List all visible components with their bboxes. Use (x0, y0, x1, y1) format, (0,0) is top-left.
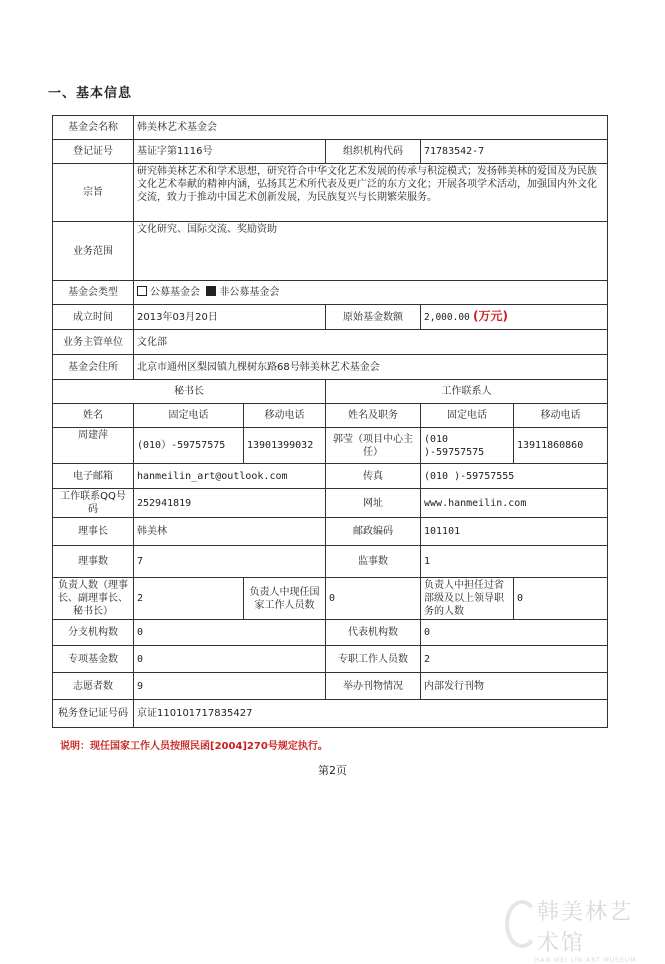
col-mobile2: 移动电话 (514, 404, 608, 428)
watermark-subtitle: HAN MEI LIN ART MUSEUM (535, 957, 637, 964)
sec-phone: (010）-59757575 (134, 428, 244, 464)
logo-circle-icon (505, 900, 539, 948)
addr-label: 基金会住所 (53, 355, 134, 380)
email-value: hanmeilin_art@outlook.com (134, 464, 326, 489)
supervisors-value: 1 (421, 546, 608, 578)
dept-value: 文化部 (134, 330, 608, 355)
branch-label: 分支机构数 (53, 620, 134, 646)
org-label: 组织机构代码 (326, 140, 421, 164)
gov-value: 0 (326, 578, 421, 620)
rep-label: 代表机构数 (326, 620, 421, 646)
fund-value: 2,000.00 (424, 312, 470, 323)
email-label: 电子邮箱 (53, 464, 134, 489)
supervisors-label: 监事数 (326, 546, 421, 578)
fund-cell (421, 305, 608, 330)
qq-label: 工作联系QQ号码 (53, 489, 134, 518)
type-options (134, 281, 608, 305)
date-label: 成立时间 (53, 305, 134, 330)
basic-info-table (52, 115, 608, 728)
branch-value: 0 (134, 620, 326, 646)
leaders-label: 负责人数（理事长、副理事长、秘书长） (53, 578, 134, 620)
rep-value: 0 (421, 620, 608, 646)
type-option-public: 公募基金会 (150, 287, 200, 298)
footnote: 说明：现任国家工作人员按照民函[2004]270号规定执行。 (60, 741, 328, 752)
date-value: 2013年03月20日 (134, 305, 326, 330)
name-value: 韩美林艺术基金会 (134, 116, 608, 140)
directors-label: 理事数 (53, 546, 134, 578)
org-value: 71783542-7 (421, 140, 608, 164)
volunteer-label: 志愿者数 (53, 673, 134, 700)
purpose-label: 宗旨 (53, 164, 134, 222)
dept-label: 业务主管单位 (53, 330, 134, 355)
con-name: 郭莹（项目中心主任） (326, 428, 421, 464)
tax-value: 京证110101717835427 (134, 700, 608, 728)
fax-label: 传真 (326, 464, 421, 489)
col-name: 姓名 (53, 404, 134, 428)
leaders-value: 2 (134, 578, 244, 620)
sec-name: 周建萍 (53, 428, 134, 464)
watermark-logo (505, 895, 655, 964)
reg-label: 登记证号 (53, 140, 134, 164)
tax-label: 税务登记证号码 (53, 700, 134, 728)
former-label: 负责人中担任过省部级及以上领导职务的人数 (421, 578, 514, 620)
col-phone: 固定电话 (134, 404, 244, 428)
zip-label: 邮政编码 (326, 518, 421, 546)
col-phone2: 固定电话 (421, 404, 514, 428)
fund-label: 原始基金数额 (326, 305, 421, 330)
chair-value: 韩美林 (134, 518, 326, 546)
pub-value: 内部发行刊物 (421, 673, 608, 700)
staff-label: 专职工作人员数 (326, 646, 421, 673)
fax-value: (010 )-59757555 (421, 464, 608, 489)
con-phone: (010 )-59757575 (421, 428, 514, 464)
web-value: www.hanmeilin.com (421, 489, 608, 518)
type-label: 基金会类型 (53, 281, 134, 305)
addr-value: 北京市通州区梨园镇九棵树东路68号韩美林艺术基金会 (134, 355, 608, 380)
fund-unit: (万元) (472, 309, 508, 323)
scope-value: 文化研究、国际交流、奖励资助 (134, 222, 608, 281)
qq-value: 252941819 (134, 489, 326, 518)
col-name-title: 姓名及职务 (326, 404, 421, 428)
con-mobile: 13911860860 (514, 428, 608, 464)
public-checkbox (137, 286, 147, 296)
chair-label: 理事长 (53, 518, 134, 546)
volunteer-value: 9 (134, 673, 326, 700)
gov-label: 负责人中现任国家工作人员数 (244, 578, 326, 620)
pub-label: 举办刊物情况 (326, 673, 421, 700)
special-value: 0 (134, 646, 326, 673)
reg-value: 基证字第1116号 (134, 140, 326, 164)
col-mobile: 移动电话 (244, 404, 326, 428)
staff-value: 2 (421, 646, 608, 673)
sec-mobile: 13901399032 (244, 428, 326, 464)
watermark-title: 韩美林艺术馆 (537, 900, 634, 956)
name-label: 基金会名称 (53, 116, 134, 140)
section-title: 一、基本信息 (48, 86, 133, 101)
directors-value: 7 (134, 546, 326, 578)
contact-header: 工作联系人 (326, 380, 608, 404)
nonpublic-checkbox (206, 286, 216, 296)
former-value: 0 (514, 578, 608, 620)
special-label: 专项基金数 (53, 646, 134, 673)
zip-value: 101101 (421, 518, 608, 546)
type-option-nonpublic: 非公募基金会 (219, 287, 280, 298)
purpose-value: 研究韩美林艺术和学术思想，研究符合中华文化艺术发展的传承与积淀模式；发扬韩美林的爱国及为民族文化艺术奉献的精神内涵，弘扬其艺术所代表及更广泛的东方文化；开展各项学术活动，加强国内外文化交流，致力于推动中国艺术创新发展，为民族复兴与长期繁荣服务。 (134, 164, 608, 222)
scope-label: 业务范围 (53, 222, 134, 281)
secretary-header: 秘书长 (53, 380, 326, 404)
web-label: 网址 (326, 489, 421, 518)
page-number: 第2页 (318, 764, 347, 777)
